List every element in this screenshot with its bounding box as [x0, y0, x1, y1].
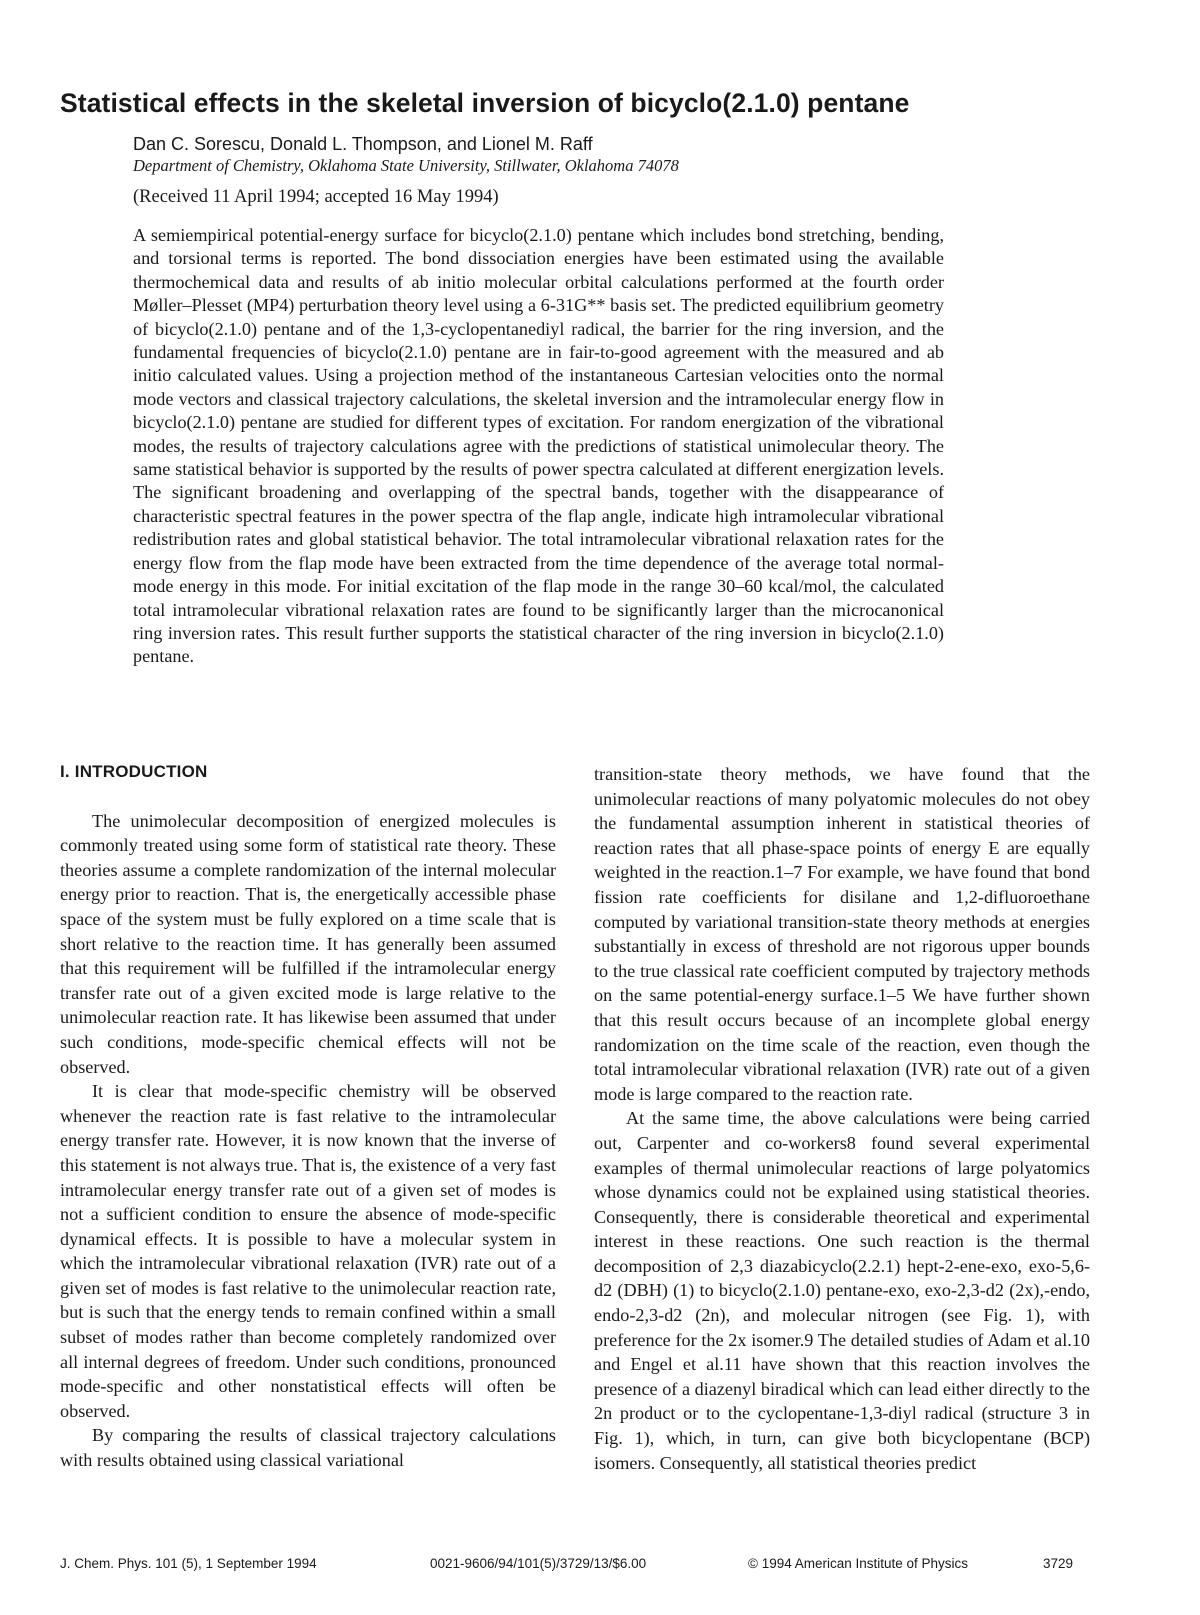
paragraph: By comparing the results of classical trajectory calculations with results obtained using classical variational: [60, 1425, 556, 1471]
abstract: [133, 224, 944, 669]
paragraph: The unimolecular decomposition of energized molecules is commonly treated using some form of statistical rate theory. These theories assume a complete randomization of the internal molecular energy prior to reaction. That is, the energetically accessible phase space of the system must be fully explored on a time scale that is short relative to the reaction time. It has generally been assumed that this requirement will be fulfilled if the intramolecular energy transfer rate out of a given excited mode is large relative to the unimolecular reaction rate. It has likewise been assumed that under such conditions, mode-specific chemical effects will not be observed.: [60, 810, 556, 1077]
paragraph: It is clear that mode-specific chemistry will be observed whenever the reaction rate is fast relative to the intramolecular energy transfer rate. However, it is now known that the inverse of this statement is not always true. That is, the existence of a very fast intramolecular energy transfer rate out of a given set of modes is not a sufficient condition to ensure the absence of mode-specific dynamical effects. It is possible to have a molecular system in which the intramolecular vibrational relaxation (IVR) rate out of a given set of modes is fast relative to the unimolecular reaction rate, but is such that the energy tends to remain confined within a small subset of modes rather than become completely randomized over all internal degrees of freedom. Under such conditions, pronounced mode-specific and other nonstatistical effects will often be observed.: [60, 1081, 556, 1421]
author-list: Dan C. Sorescu, Donald L. Thompson, and Lionel M. Raff: [133, 134, 593, 154]
article-title: Statistical effects in the skeletal inversion of bicyclo(2.1.0) pentane: [60, 88, 910, 118]
section-heading: I. INTRODUCTION: [60, 762, 208, 781]
paragraph: transition-state theory methods, we have found that the unimolecular reactions of many polyatomic molecules do not obey the fundamental assumption inherent in statistical theories of reaction rates that all phase-space points of energy E are equally weighted in the reaction.1–7 For example, we have found that bond fission rate coefficients for disilane and 1,2-difluoroethane computed by variational transition-state theory methods at energies substantially in excess of threshold are not rigorous upper bounds to the true classical rate coefficient computed by trajectory methods on the same potential-energy surface.1–5 We have further shown that this result occurs because of an incomplete global energy randomization on the time scale of the reaction, even though the total intramolecular vibrational relaxation (IVR) rate out of a given mode is large compared to the reaction rate.: [594, 764, 1090, 1104]
author-affiliation: Department of Chemistry, Oklahoma State University, Stillwater, Oklahoma 74078: [133, 156, 679, 175]
footer-code: 0021-9606/94/101(5)/3729/13/$6.00: [430, 1556, 647, 1571]
footer-journal: J. Chem. Phys. 101 (5), 1 September 1994: [60, 1556, 317, 1571]
abstract-text: A semiempirical potential-energy surface for bicyclo(2.1.0) pentane which includes bond stretching, bending, and torsional terms is reported. The bond dissociation energies have been estimated using the available thermochemical data and results of ab initio molecular orbital calculations performed at the fourth order Møller–Plesset (MP4) perturbation theory level using a 6-31G** basis set. The predicted equilibrium geometry of bicyclo(2.1.0) pentane and of the 1,3-cyclopentanediyl radical, the barrier for the ring inversion, and the fundamental frequencies of bicyclo(2.1.0) pentane are in fair-to-good agreement with the measured and ab initio calculated values. Using a projection method of the instantaneous Cartesian velocities onto the normal mode vectors and classical trajectory calculations, the skeletal inversion and the intramolecular energy flow in bicyclo(2.1.0) pentane are studied for different types of excitation. For random energization of the vibrational modes, the results of trajectory calculations agree with the predictions of statistical unimolecular theory. The same statistical behavior is supported by the results of power spectra calculated at different energization levels. The significant broadening and overlapping of the spectral bands, together with the disappearance of characteristic spectral features in the power spectra of the flap angle, indicate high intramolecular vibrational redistribution rates and global statistical behavior. The total intramolecular vibrational relaxation rates for the energy flow from the flap mode have been extracted from the time dependence of the average total normal-mode energy in this mode. For initial excitation of the flap mode in the range 30–60 kcal/mol, the calculated total intramolecular vibrational relaxation rates are found to be significantly larger than the microcanonical ring inversion rates. This result further supports the statistical character of the ring inversion in bicyclo(2.1.0) pentane.: [133, 225, 944, 667]
right-column: [594, 762, 1090, 1475]
left-column: [60, 760, 556, 1473]
paragraph: At the same time, the above calculations were being carried out, Carpenter and co-workers8 found several experimental examples of thermal unimolecular reactions of large polyatomics whose dynamics could not be explained using statistical theories. Consequently, there is considerable theoretical and experimental interest in these reactions. One such reaction is the thermal decomposition of 2,3 diazabicyclo(2.2.1) hept-2-ene-exo, exo-5,6-d2 (DBH) (1) to bicyclo(2.1.0) pentane-exo, exo-2,3-d2 (2x),-endo, endo-2,3-d2 (2n), and molecular nitrogen (see Fig. 1), with preference for the 2x isomer.9 The detailed studies of Adam et al.10 and Engel et al.11 have shown that this reaction involves the presence of a diazenyl biradical which can lead either directly to the 2n product or to the cyclopentane-1,3-diyl radical (structure 3 in Fig. 1), which, in turn, can give both bicyclopentane (BCP) isomers. Consequently, all statistical theories predict: [594, 1108, 1090, 1473]
received-dates: (Received 11 April 1994; accepted 16 May 1994): [133, 187, 499, 207]
footer-copyright: © 1994 American Institute of Physics: [748, 1556, 969, 1571]
page-footer: [0, 1556, 1200, 1578]
page-number: 3729: [1043, 1556, 1074, 1571]
